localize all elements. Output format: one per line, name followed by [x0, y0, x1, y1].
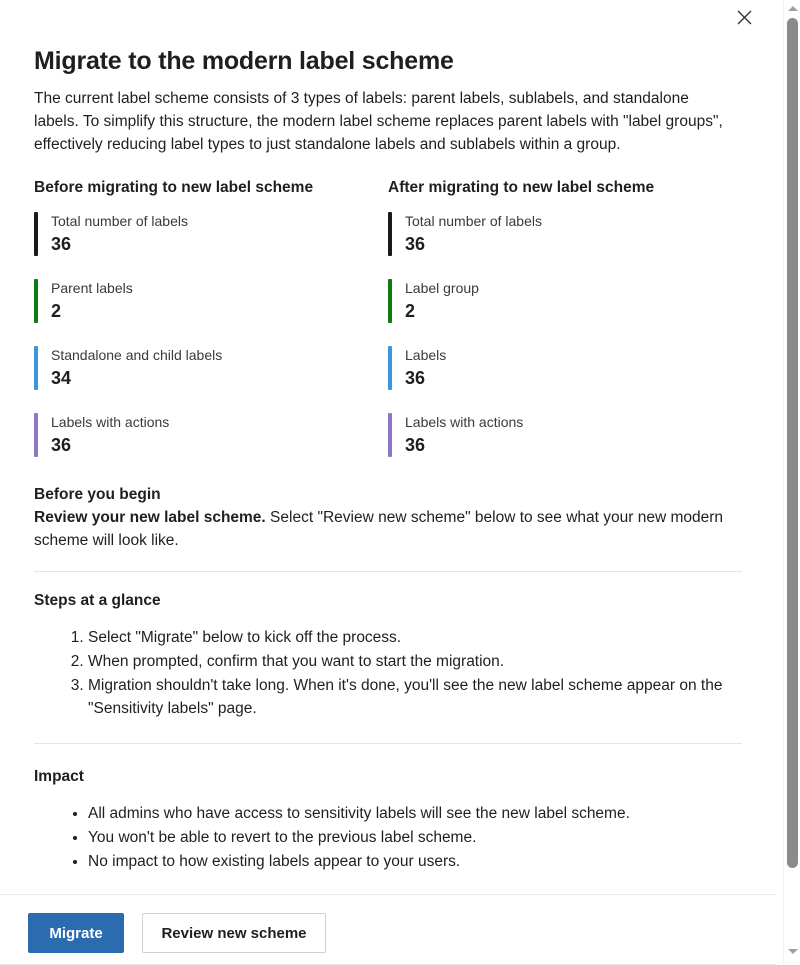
steps-heading: Steps at a glance: [34, 592, 161, 609]
stat-value: 36: [51, 234, 72, 254]
stat-label: Labels with actions: [51, 414, 170, 430]
chevron-down-icon[interactable]: [784, 943, 800, 960]
stat-item: [388, 279, 742, 329]
stat-text: [38, 346, 222, 396]
list-item: • No impact to how existing labels appear to your users.: [88, 850, 742, 873]
stats-after-heading: After migrating to new label scheme: [388, 179, 655, 196]
stats-before-heading: Before migrating to new label scheme: [34, 179, 314, 196]
dialog-footer: [0, 894, 776, 960]
review-new-scheme-button[interactable]: Review new scheme: [142, 913, 325, 953]
list-item: 3. Migration shouldn't take long. When it's done, you'll see the new label scheme appear on the "Sensitivity labels" page.: [88, 674, 742, 720]
chevron-up-icon[interactable]: [784, 0, 800, 17]
scrollbar-thumb[interactable]: [787, 18, 798, 868]
list-item: 2. When prompted, confirm that you want to start the migration.: [88, 650, 742, 673]
stat-text: [392, 212, 542, 262]
before-you-begin-body: [34, 506, 734, 552]
stat-text: [38, 413, 169, 463]
stat-value: 36: [405, 368, 426, 388]
intro-paragraph: The current label scheme consists of 3 types of labels: parent labels, sublabels, and standalone labels. To simplify this structure, the modern label scheme replaces parent labels with "label groups", effectively reducing label types to just standalone labels and sublabels within a group.: [34, 90, 723, 153]
stats-after-column: [388, 178, 742, 480]
before-you-begin-text: Select "Review new scheme" below to see what your new modern scheme will look like.: [34, 509, 724, 549]
stat-value: 36: [51, 435, 72, 455]
migrate-button[interactable]: Migrate: [28, 913, 124, 953]
stat-value: 36: [405, 234, 426, 254]
list-item: 1. Select "Migrate" below to kick off the process.: [88, 626, 742, 649]
stat-label: Label group: [405, 280, 479, 296]
divider-steps: [34, 571, 742, 572]
stat-label: Total number of labels: [405, 213, 542, 229]
before-you-begin-heading: Before you begin: [34, 486, 161, 503]
stat-text: [392, 413, 523, 463]
stat-item: [34, 212, 388, 262]
list-item: • All admins who have access to sensitivity labels will see the new label scheme.: [88, 802, 742, 825]
stats-comparison: [34, 178, 742, 480]
stat-label: Labels: [405, 347, 447, 363]
list-item: • You won't be able to revert to the previous label scheme.: [88, 826, 742, 849]
stat-value: 2: [51, 301, 62, 321]
stat-item: [388, 346, 742, 396]
steps-list: [34, 626, 742, 720]
stat-text: [392, 279, 479, 329]
stat-text: [392, 346, 446, 396]
stat-item: [34, 346, 388, 396]
stat-label: Parent labels: [51, 280, 133, 296]
stat-value: 2: [405, 301, 416, 321]
impact-list: [34, 802, 742, 873]
stat-text: [38, 279, 133, 329]
stat-item: [388, 212, 742, 262]
impact-heading: Impact: [34, 768, 84, 785]
stat-value: 34: [51, 368, 72, 388]
stat-item: [34, 413, 388, 463]
stats-before-column: [34, 178, 388, 480]
stat-item: [34, 279, 388, 329]
stat-label: Standalone and child labels: [51, 347, 223, 363]
before-you-begin-lead: Review your new label scheme.: [34, 509, 266, 526]
divider-impact: [34, 743, 742, 744]
page-title: Migrate to the modern label scheme: [34, 47, 454, 75]
vertical-scrollbar[interactable]: [783, 0, 800, 965]
stat-value: 36: [405, 435, 426, 455]
before-you-begin-section: [34, 484, 742, 552]
stat-text: [38, 212, 188, 262]
stat-label: Labels with actions: [405, 414, 524, 430]
stat-label: Total number of labels: [51, 213, 188, 229]
stat-item: [388, 413, 742, 463]
